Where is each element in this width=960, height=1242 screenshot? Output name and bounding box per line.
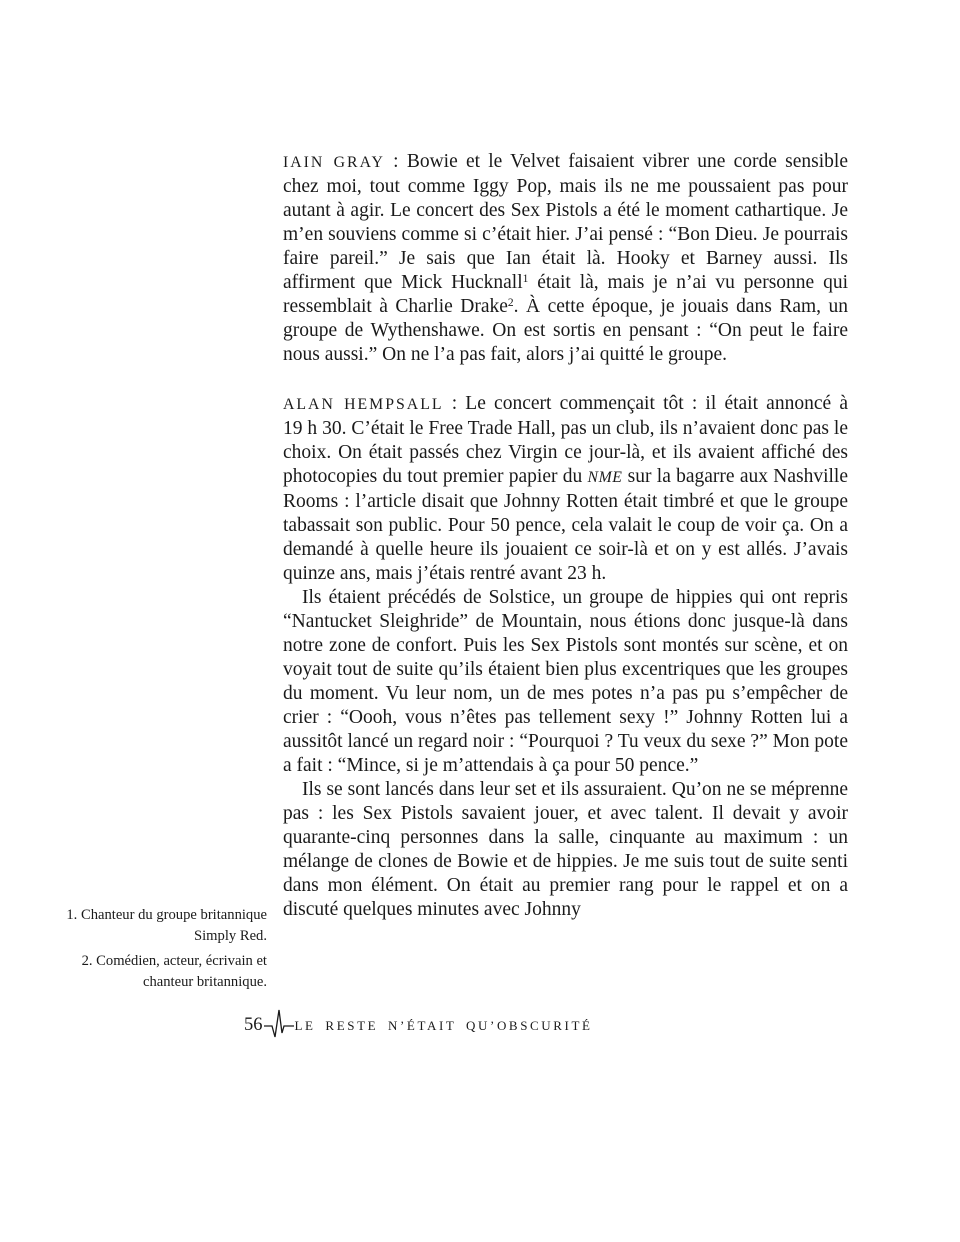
paragraph-text: Le concert commençait tôt : il était annoncé à 19 h 30. C’était le Free Trade Hall, pas un club, ils n’avaient donc pas le choix. On était passés chez Virgin ce jour-là, et ils avaient affiché des photocopies du tout premier papier du (283, 393, 848, 487)
main-text-block (283, 150, 848, 922)
page-number: 56 (244, 1014, 263, 1035)
footnote-ref-2: 2 (507, 297, 514, 309)
pulse-line-icon (264, 1006, 294, 1042)
paragraph-text: était là, mais je n’ai vu personne qui ressemblait à Charlie Drake (283, 272, 848, 317)
page-footer (244, 1006, 593, 1042)
speaker-name-alan-hempsall: ALAN HEMPSALL (283, 396, 444, 413)
footnote-2: 2. Comédien, acteur, écrivain et chanteur britannique. (81, 953, 267, 990)
paragraph-text: Ils étaient précédés de Solstice, un groupe de hippies qui ont repris “Nantucket Sleighride” de Mountain, nous étions donc jusque-là dans notre zone de confort. Puis les Sex Pistols sont montés sur scène, et on voyait tout de suite qu’ils étaient bien plus excentriques que les groupes du moment. Vu leur nom, un de mes potes n’a pas pu s’empêcher de crier : “Oooh, vous n’êtes pas tellement sexy !” Johnny Rotten lui a aussitôt lancé un regard noir : “Pourquoi ? Tu veux du sexe ?” Mon pote a fait : “Mince, si je m’attendais à ça pour 50 pence.” (283, 587, 848, 776)
nme-magazine-title: NME (587, 469, 623, 486)
paragraph-alan-hempsall (283, 392, 848, 586)
paragraph-set (283, 778, 848, 922)
running-title: LE RESTE N’ÉTAIT QU’OBSCURITÉ (294, 1017, 593, 1033)
speaker-separator: : (443, 393, 466, 414)
paragraph-iain-gray (283, 150, 848, 367)
footnote-ref-1: 1 (522, 273, 529, 285)
paragraph-text: . À cette époque, je jouais dans Ram, un groupe de Wythenshawe. On est sortis en pensant : “On peut le faire nous aussi.” On ne l’a pas fait, alors j’ai quitté le groupe. (283, 296, 848, 365)
speaker-separator: : (384, 151, 407, 172)
speaker-name-iain-gray: IAIN GRAY (283, 154, 385, 171)
footnotes-block (50, 905, 267, 992)
paragraph-text: Bowie et le Velvet faisaient vibrer une corde sensible chez moi, tout comme Iggy Pop, mais ils ne me poussaient pas pour autant à agir. Le concert des Sex Pistols a été le moment cathartique. Je m’en souviens comme si c’était hier. J’ai pensé : “Bon Dieu. Je pourrais faire pareil.” Je sais que Ian était là. Hooky et Barney aussi. Ils affirment que Mick Hucknall (283, 151, 848, 293)
paragraph-text: sur la bagarre aux Nashville Rooms : l’article disait que Johnny Rotten était timbré et que le groupe tabassait son public. Pour 50 pence, cela valait le coup de voir ça. On a demandé à quelle heure ils jouaient ce soir-là et on y est allés. J’avais quinze ans, mais j’étais rentré avant 23 h. (283, 466, 848, 584)
paragraph-text: Ils se sont lancés dans leur set et ils assuraient. Qu’on ne se méprenne pas : les Sex Pistols savaient jouer, et avec talent. Il devait y avoir quarante-cinq personnes dans la salle, cinquante au maximum : un mélange de clones de Bowie et de hippies. Je me suis tout de suite senti dans mon élément. On était au premier rang pour le rappel et on a discuté quelques minutes avec Johnny (283, 779, 848, 920)
paragraph-solstice (283, 586, 848, 778)
footnote-1: 1. Chanteur du groupe britannique Simply Red. (66, 907, 267, 944)
